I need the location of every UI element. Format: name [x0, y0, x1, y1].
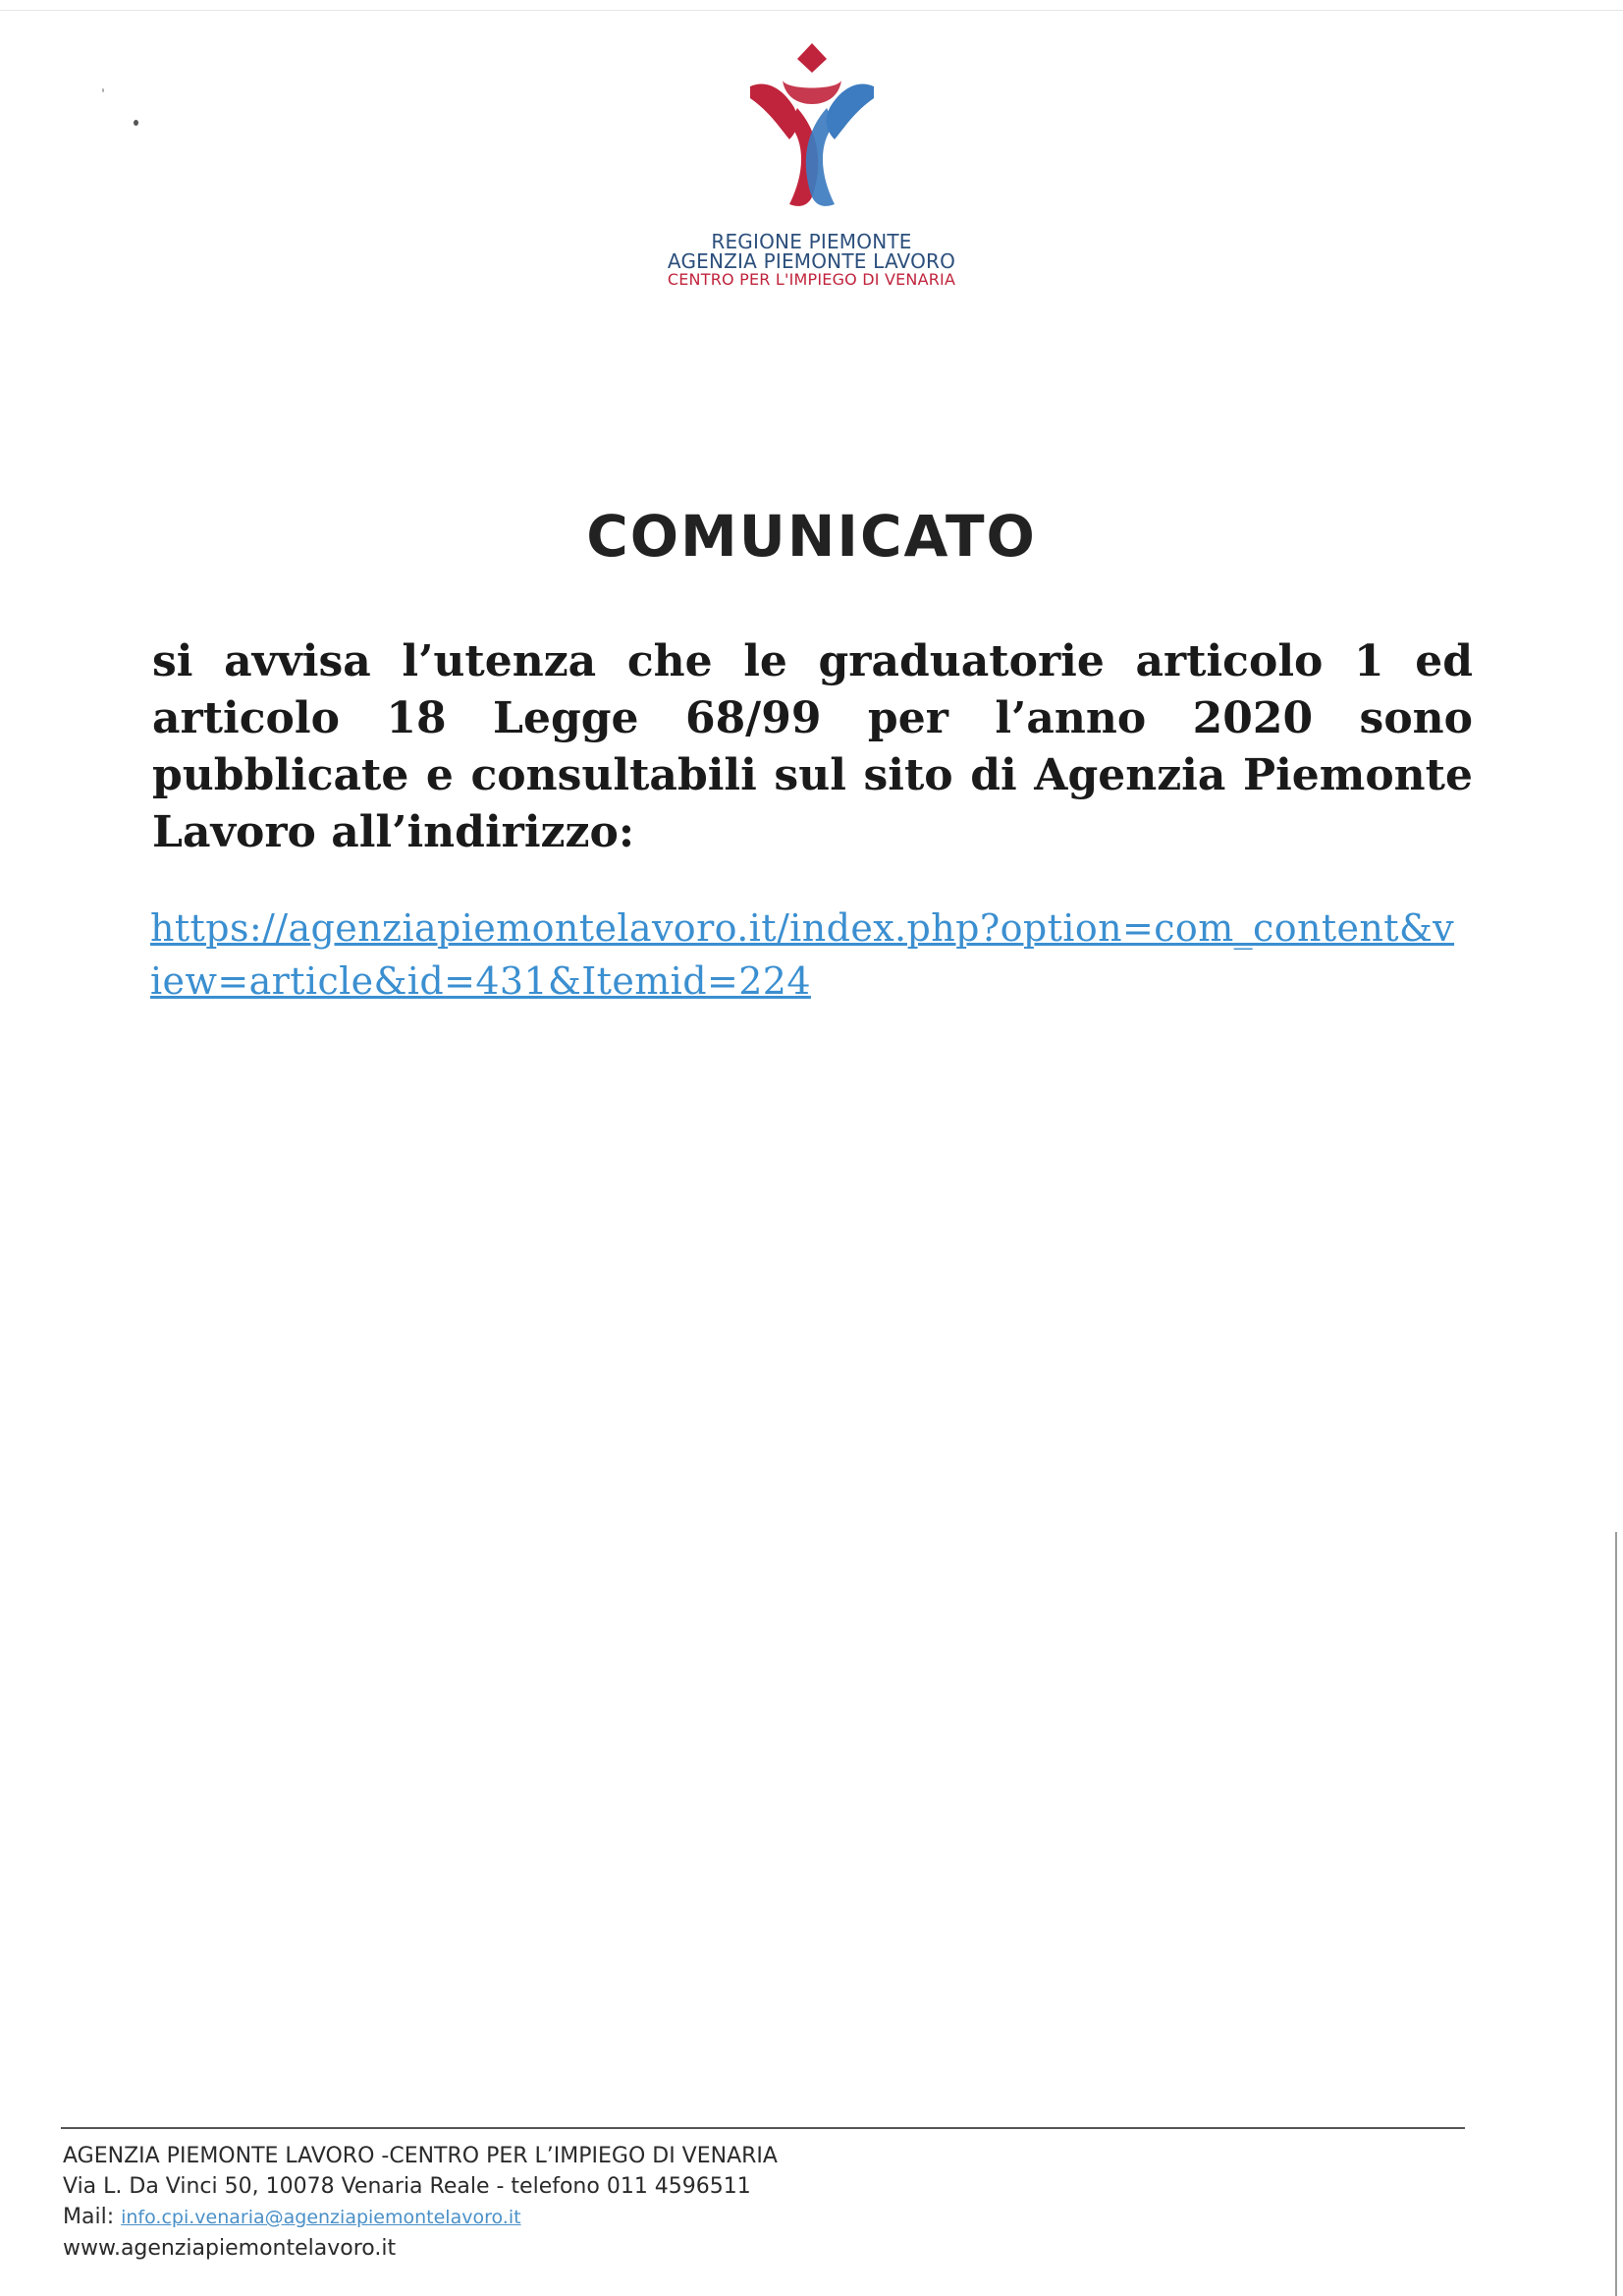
scan-right-edge: [1615, 1532, 1617, 2296]
graduatorie-link[interactable]: https://agenziapiemontelavoro.it/index.php?option=com_content&view=article&id=431&Itemid=224: [150, 906, 1455, 1003]
footer: [63, 2141, 1339, 2264]
scan-top-edge: [0, 10, 1623, 11]
footer-mail-link[interactable]: info.cpi.venaria@agenziapiemontelavoro.it: [121, 2207, 521, 2228]
announcement-text: si avvisa l’utenza che le graduatorie articolo 1 ed articolo 18 Legge 68/99 per l’anno 2020 sono pubblicate e consultabili sul sito di Agenzia Piemonte Lavoro all’indirizzo:: [152, 636, 1473, 857]
letterhead: [0, 29, 1623, 289]
org-name-centro-impiego: CENTRO PER L'IMPIEGO DI VENARIA: [667, 270, 956, 289]
org-name-agenzia: AGENZIA PIEMONTE LAVORO: [667, 249, 956, 273]
footer-divider: [61, 2127, 1465, 2129]
page-title: COMUNICATO: [586, 503, 1037, 570]
footer-website[interactable]: www.agenziapiemontelavoro.it: [63, 2236, 397, 2261]
footer-address-line: Via L. Da Vinci 50, 10078 Venaria Reale - telefono 011 4596511: [63, 2174, 751, 2199]
footer-mail-label: Mail:: [63, 2205, 115, 2229]
footer-mail-line: [63, 2202, 1339, 2233]
org-name-regione: REGIONE PIEMONTE: [711, 230, 912, 253]
agenzia-piemonte-lavoro-logo-icon: [729, 29, 895, 226]
footer-org-line: AGENZIA PIEMONTE LAVORO -CENTRO PER L’IMPIEGO DI VENARIA: [63, 2144, 778, 2168]
